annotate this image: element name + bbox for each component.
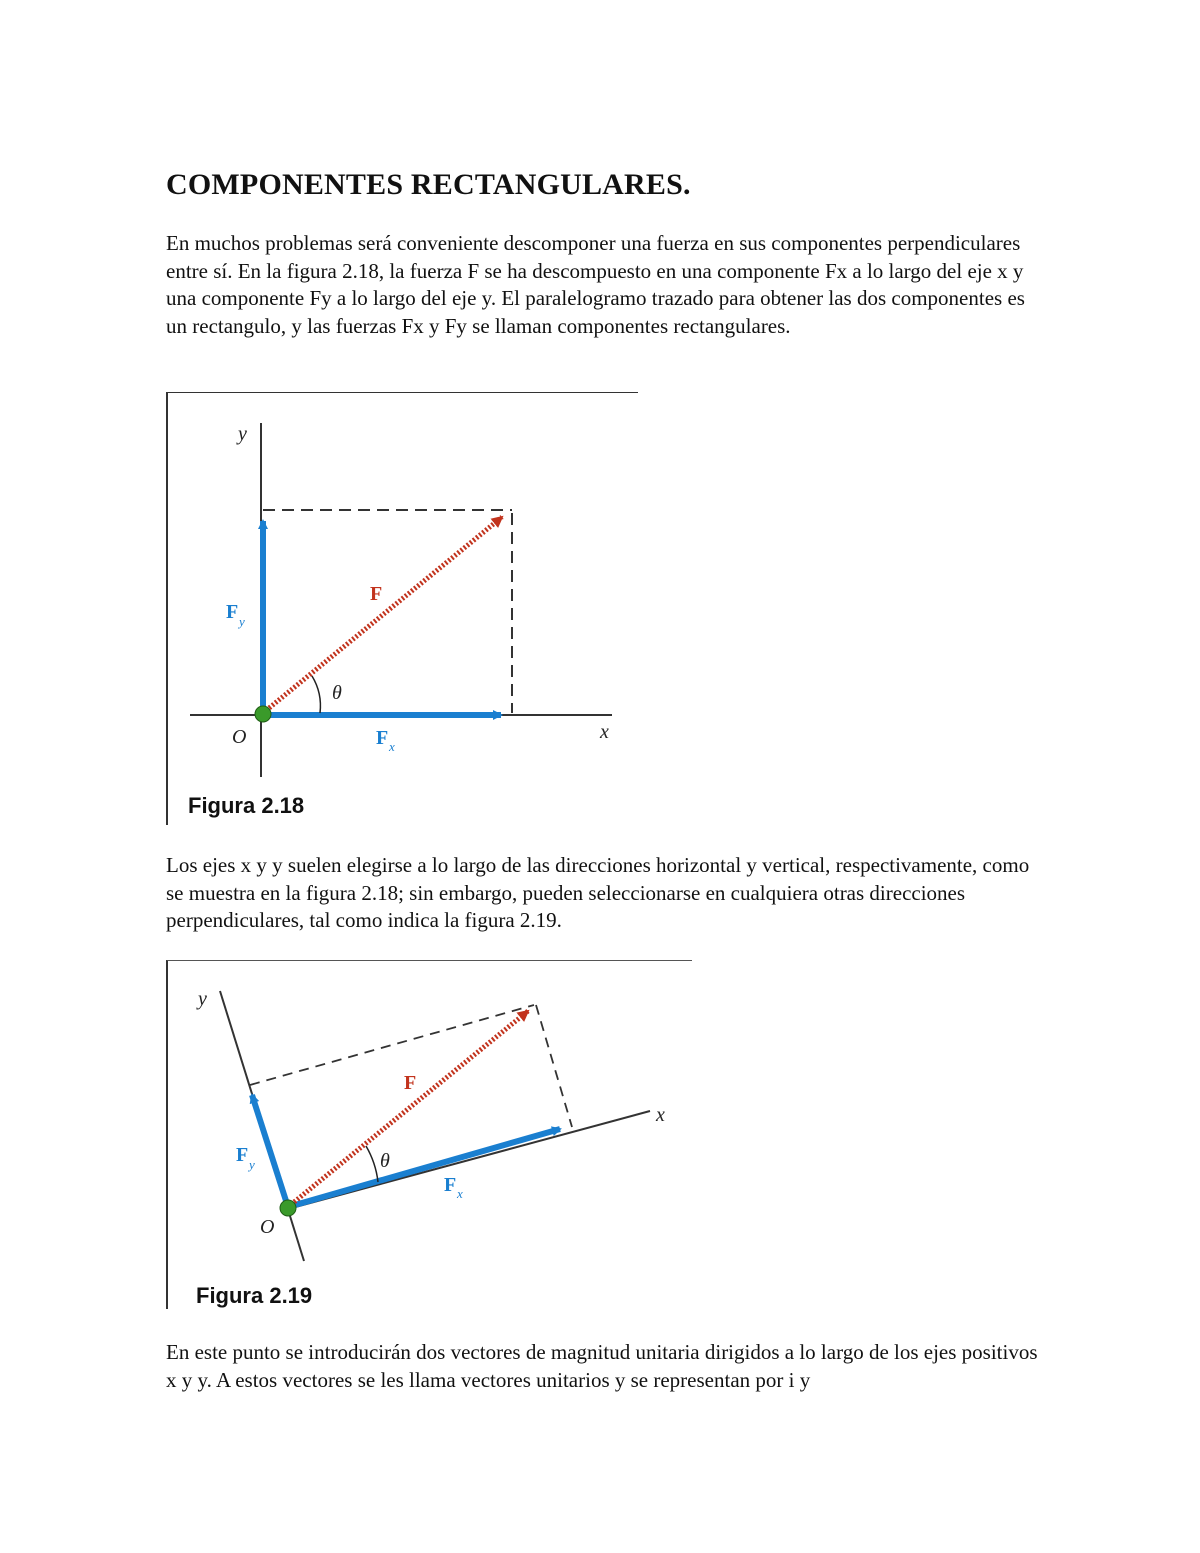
paragraph-axes: Los ejes x y y suelen elegirse a lo largo de las direcciones horizontal y vertical, respectivamente, como se muestra en la figura 2.18; sin embargo, pueden seleccionarse en cualquiera otras direcciones perpendiculares, tal como indica la figura 2.19. [166, 853, 1030, 932]
x-axis-label: x [656, 1104, 665, 1126]
fy-label: F [226, 601, 239, 623]
force-arrow [263, 517, 502, 713]
figure-2-19-caption: Figura 2.19 [196, 1283, 313, 1308]
origin-point [280, 1200, 296, 1216]
force-label: F [404, 1072, 417, 1094]
figure-2-18-caption: Figura 2.18 [188, 793, 305, 818]
page-title: COMPONENTES RECTANGULARES. [166, 168, 691, 201]
fx-arrow [288, 1129, 560, 1207]
force-arrow [288, 1011, 528, 1207]
fx-sub-label: x [389, 739, 395, 754]
force-label: F [370, 583, 383, 605]
y-axis-label: y [238, 423, 247, 445]
fx-label: F [376, 727, 389, 749]
fy-sub-label: y [249, 1157, 255, 1172]
y-axis-label: y [198, 988, 207, 1010]
angle-arc [366, 1146, 378, 1182]
figure-2-19 [166, 960, 692, 1309]
fx-label: F [444, 1174, 457, 1196]
origin-label: O [260, 1216, 275, 1238]
paragraph-unit-vectors: En este punto se introducirán dos vectores de magnitud unitaria dirigidos a lo largo de los ejes positivos x y y. A estos vectores se les llama vectores unitarios y se representan por i y [166, 1340, 1038, 1392]
angle-label: θ [380, 1150, 390, 1172]
dashed-top [250, 1005, 534, 1085]
origin-point [255, 706, 271, 722]
fy-sub-label: y [239, 614, 245, 629]
x-axis-label: x [600, 721, 609, 743]
fy-arrow [252, 1095, 288, 1207]
fy-label: F [236, 1144, 249, 1166]
paragraph-intro: En muchos problemas será conveniente descomponer una fuerza en sus componentes perpendiculares entre sí. En la figura 2.18, la fuerza F se ha descompuesto en una componente Fx a lo largo del eje x y una componente Fy a lo largo del eje y. El paralelogramo trazado para obtener las dos componentes es un rectangulo, y las fuerzas Fx y Fy se llaman componentes rectangulares. [166, 231, 1025, 338]
dashed-right [536, 1005, 572, 1127]
figure-2-19-diagram [168, 961, 692, 1309]
figure-2-18-diagram [168, 393, 638, 825]
angle-label: θ [332, 682, 342, 704]
angle-arc [312, 676, 320, 713]
origin-label: O [232, 726, 247, 748]
figure-2-18 [166, 392, 638, 825]
fx-sub-label: x [457, 1186, 463, 1201]
